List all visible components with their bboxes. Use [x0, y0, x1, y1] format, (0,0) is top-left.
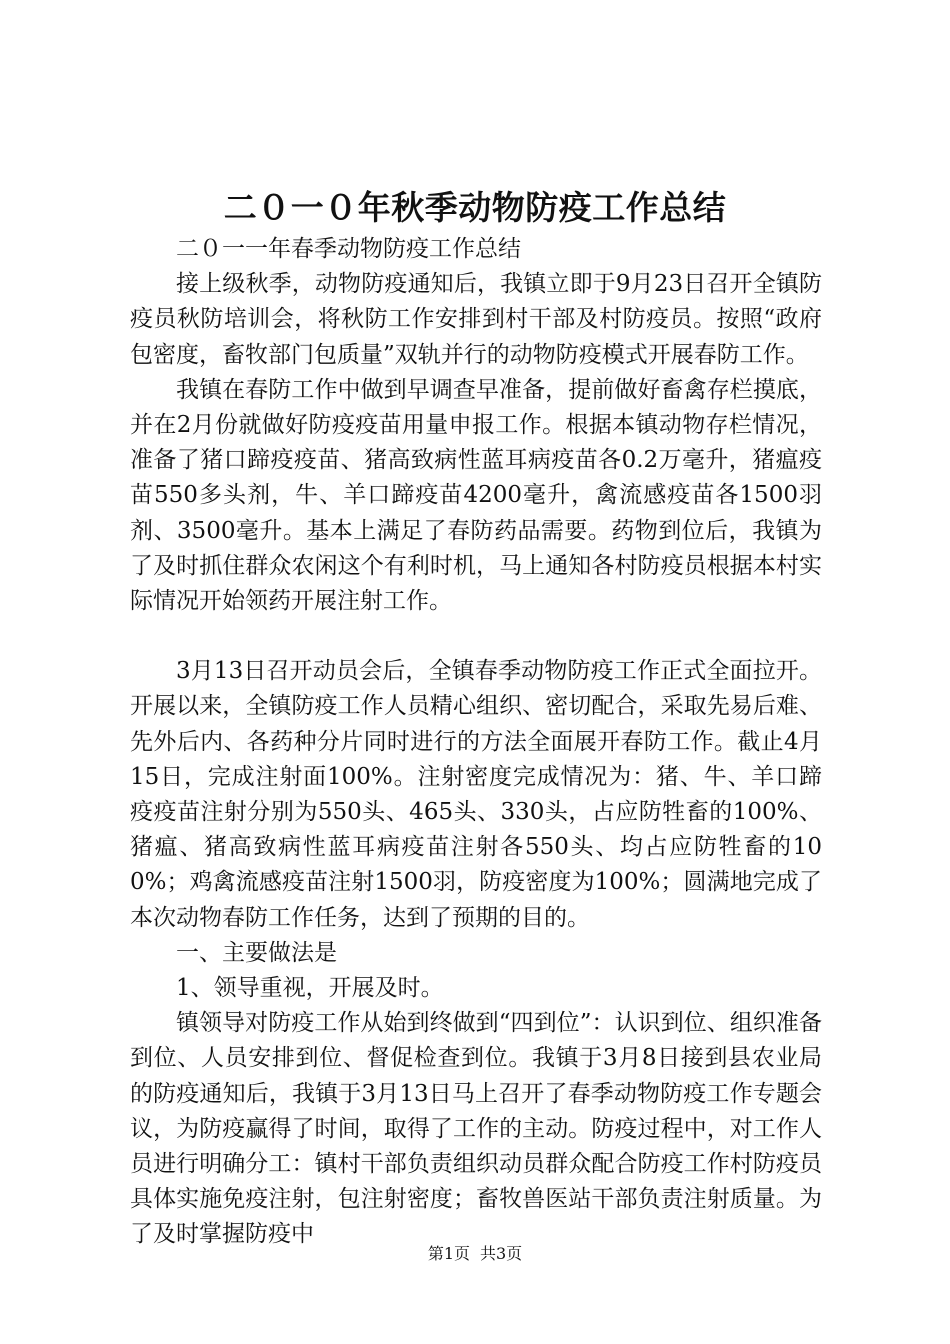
document-body — [130, 232, 822, 1253]
paragraph-gap — [130, 619, 822, 654]
page-footer — [0, 1244, 950, 1264]
paragraph-subtitle: 二０一一年春季动物防疫工作总结 — [176, 236, 521, 262]
section-heading-methods: 一、主要做法是 — [176, 939, 337, 966]
paragraph-preparation: 我镇在春防工作中做到早调查早准备，提前做好畜禽存栏摸底，并在2月份就做好防疫疫苗用量申报工作。根据本镇动物存栏情况，准备了猪口蹄疫疫苗、猪高致病性蓝耳病疫苗各0.2万毫升，猪瘟疫苗550多头剂，牛、羊口蹄疫苗4200毫升，禽流感疫苗各1500羽剂、3500毫升。基本上满足了春防药品需要。药物到位后，我镇为了及时抓住群众农闲这个有利时机，马上通知各村防疫员根据本村实际情况开始领药开展注射工作。 — [130, 376, 822, 615]
document-title: 二０一０年秋季动物防疫工作总结 — [223, 188, 727, 227]
subsection-heading-leadership: 1、领导重视，开展及时。 — [176, 975, 444, 1002]
paragraph-notice: 接上级秋季，动物防疫通知后，我镇立即于9月23日召开全镇防疫员秋防培训会，将秋防工作安排到村干部及村防疫员。按照“政府包密度，畜牧部门包质量”双轨并行的动物防疫模式开展春防工作。 — [130, 271, 822, 368]
paragraph-leadership: 镇领导对防疫工作从始到终做到“四到位”：认识到位、组织准备到位、人员安排到位、督促检查到位。我镇于3月8日接到县农业局的防疫通知后，我镇于3月13日马上召开了春季动物防疫工作专题会议，为防疫赢得了时间，取得了工作的主动。防疫过程中，对工作人员进行明确分工：镇村干部负责组织动员群众配合防疫工作村防疫员具体实施免疫注射，包注射密度；畜牧兽医站干部负责注射质量。为了及时掌握防疫中 — [130, 1010, 822, 1248]
page-number: 第1页 — [427, 1244, 470, 1263]
paragraph-results: 3月13日召开动员会后，全镇春季动物防疫工作正式全面拉开。开展以来，全镇防疫工作人员精心组织、密切配合，采取先易后难、先外后内、各药种分片同时进行的方法全面展开春防工作。截止4月15日，完成注射面100%。注射密度完成情况为：猪、牛、羊口蹄疫疫苗注射分别为550头、465头、330头，占应防牲畜的100%、猪瘟、猪高致病性蓝耳病疫苗注射各550头、均占应防牲畜的100%；鸡禽流感疫苗注射1500羽，防疫密度为100%；圆满地完成了本次动物春防工作任务，达到了预期的目的。 — [130, 658, 822, 931]
page-total: 共3页 — [480, 1244, 523, 1263]
